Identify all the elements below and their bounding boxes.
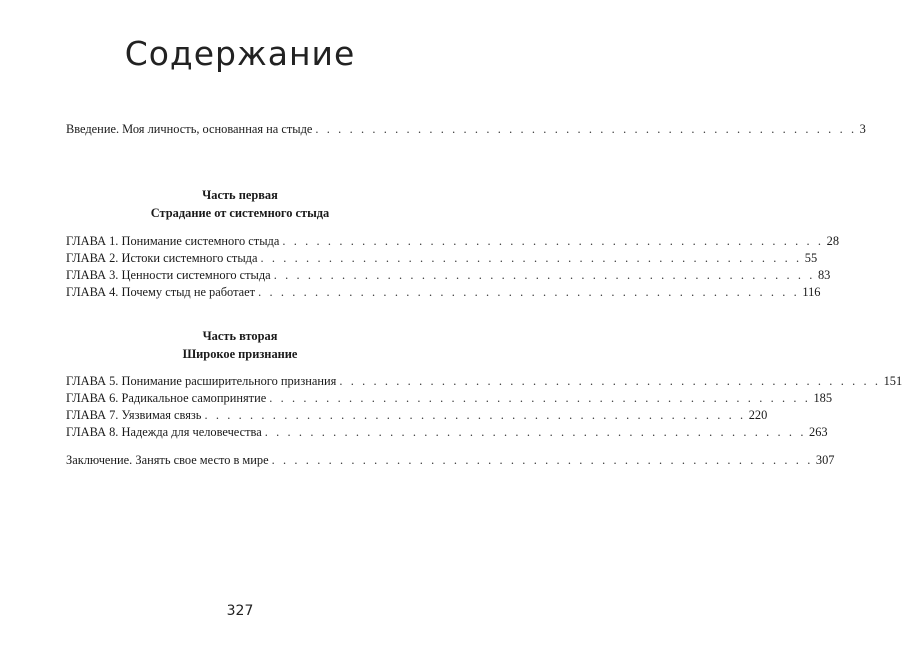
toc-entry-conclusion[interactable]	[66, 452, 835, 469]
toc-entry-label: Введение. Моя личность, основанная на стыде	[66, 122, 313, 136]
toc-entry-page: 28	[826, 234, 840, 248]
toc-entry-page: 3	[859, 122, 866, 136]
toc-entry-label: ГЛАВА 5. Понимание расширительного признания	[66, 374, 337, 388]
toc-entry-page: 185	[813, 391, 833, 405]
part-1-subtitle: Страдание от системного стыда	[150, 206, 330, 220]
toc-entry-label: ГЛАВА 2. Истоки системного стыда	[66, 251, 258, 265]
dot-leader: . . . . . . . . . . . . . . . . . . . . . . . . . . . . . . . . . . . . . . . . . . . . . . . .	[258, 285, 800, 299]
toc-entry-chapter-1[interactable]	[66, 233, 840, 250]
toc-intro	[66, 121, 866, 138]
toc-entry-page: 151	[883, 374, 902, 388]
dot-leader: . . . . . . . . . . . . . . . . . . . . . . . . . . . . . . . . . . . . . . . . . . . . . . . .	[315, 122, 857, 136]
toc-conclusion	[66, 452, 835, 469]
toc-entry-page: 220	[748, 408, 768, 422]
dot-leader: . . . . . . . . . . . . . . . . . . . . . . . . . . . . . . . . . . . . . . . . . . . . . . . .	[339, 374, 881, 388]
dot-leader: . . . . . . . . . . . . . . . . . . . . . . . . . . . . . . . . . . . . . . . . . . . . . . . .	[260, 251, 802, 265]
dot-leader: . . . . . . . . . . . . . . . . . . . . . . . . . . . . . . . . . . . . . . . . . . . . . . . .	[269, 391, 811, 405]
toc-entry-label: ГЛАВА 7. Уязвимая связь	[66, 408, 202, 422]
part-1-chapters	[66, 233, 840, 301]
toc-entry-chapter-4[interactable]	[66, 284, 821, 301]
part-1-name: Часть первая	[202, 188, 278, 202]
toc-entry-chapter-5[interactable]	[66, 373, 902, 390]
dot-leader: . . . . . . . . . . . . . . . . . . . . . . . . . . . . . . . . . . . . . . . . . . . . . . . .	[282, 234, 824, 248]
toc-entry-label: ГЛАВА 6. Радикальное самопринятие	[66, 391, 267, 405]
toc-entry-page: 116	[802, 285, 821, 299]
dot-leader: . . . . . . . . . . . . . . . . . . . . . . . . . . . . . . . . . . . . . . . . . . . . . . . .	[264, 425, 807, 439]
toc-entry-label: ГЛАВА 3. Ценности системного стыда	[66, 268, 271, 282]
toc-entry-label: ГЛАВА 4. Почему стыд не работает	[66, 285, 256, 299]
part-2-chapters	[66, 373, 902, 441]
toc-entry-label: ГЛАВА 1. Понимание системного стыда	[66, 234, 280, 248]
toc-entry-label: ГЛАВА 8. Надежда для человечества	[66, 425, 262, 439]
toc-entry-page: 83	[817, 268, 831, 282]
page-number: 327	[226, 603, 254, 619]
toc-entry-page: 263	[809, 425, 828, 439]
toc-entry-chapter-7[interactable]	[66, 407, 768, 424]
part-2-heading	[0, 327, 480, 363]
toc-entry-chapter-6[interactable]	[66, 390, 833, 407]
toc-entry-intro[interactable]	[66, 121, 866, 138]
part-1-heading	[0, 186, 480, 222]
toc-entry-label: Заключение. Занять свое место в мире	[66, 453, 269, 467]
dot-leader: . . . . . . . . . . . . . . . . . . . . . . . . . . . . . . . . . . . . . . . . . . . . . . . .	[273, 268, 815, 282]
dot-leader: . . . . . . . . . . . . . . . . . . . . . . . . . . . . . . . . . . . . . . . . . . . . . . . .	[271, 453, 813, 467]
toc-entry-chapter-2[interactable]	[66, 250, 818, 267]
part-2-name: Часть вторая	[202, 329, 278, 343]
toc-entry-chapter-8[interactable]	[66, 424, 828, 441]
toc-entry-page: 307	[815, 453, 835, 467]
part-2-subtitle: Широкое признание	[182, 347, 298, 361]
page-title: Содержание	[124, 34, 356, 73]
dot-leader: . . . . . . . . . . . . . . . . . . . . . . . . . . . . . . . . . . . . . . . . . . . . . . . .	[204, 408, 746, 422]
toc-entry-chapter-3[interactable]	[66, 267, 831, 284]
toc-entry-page: 55	[804, 251, 818, 265]
